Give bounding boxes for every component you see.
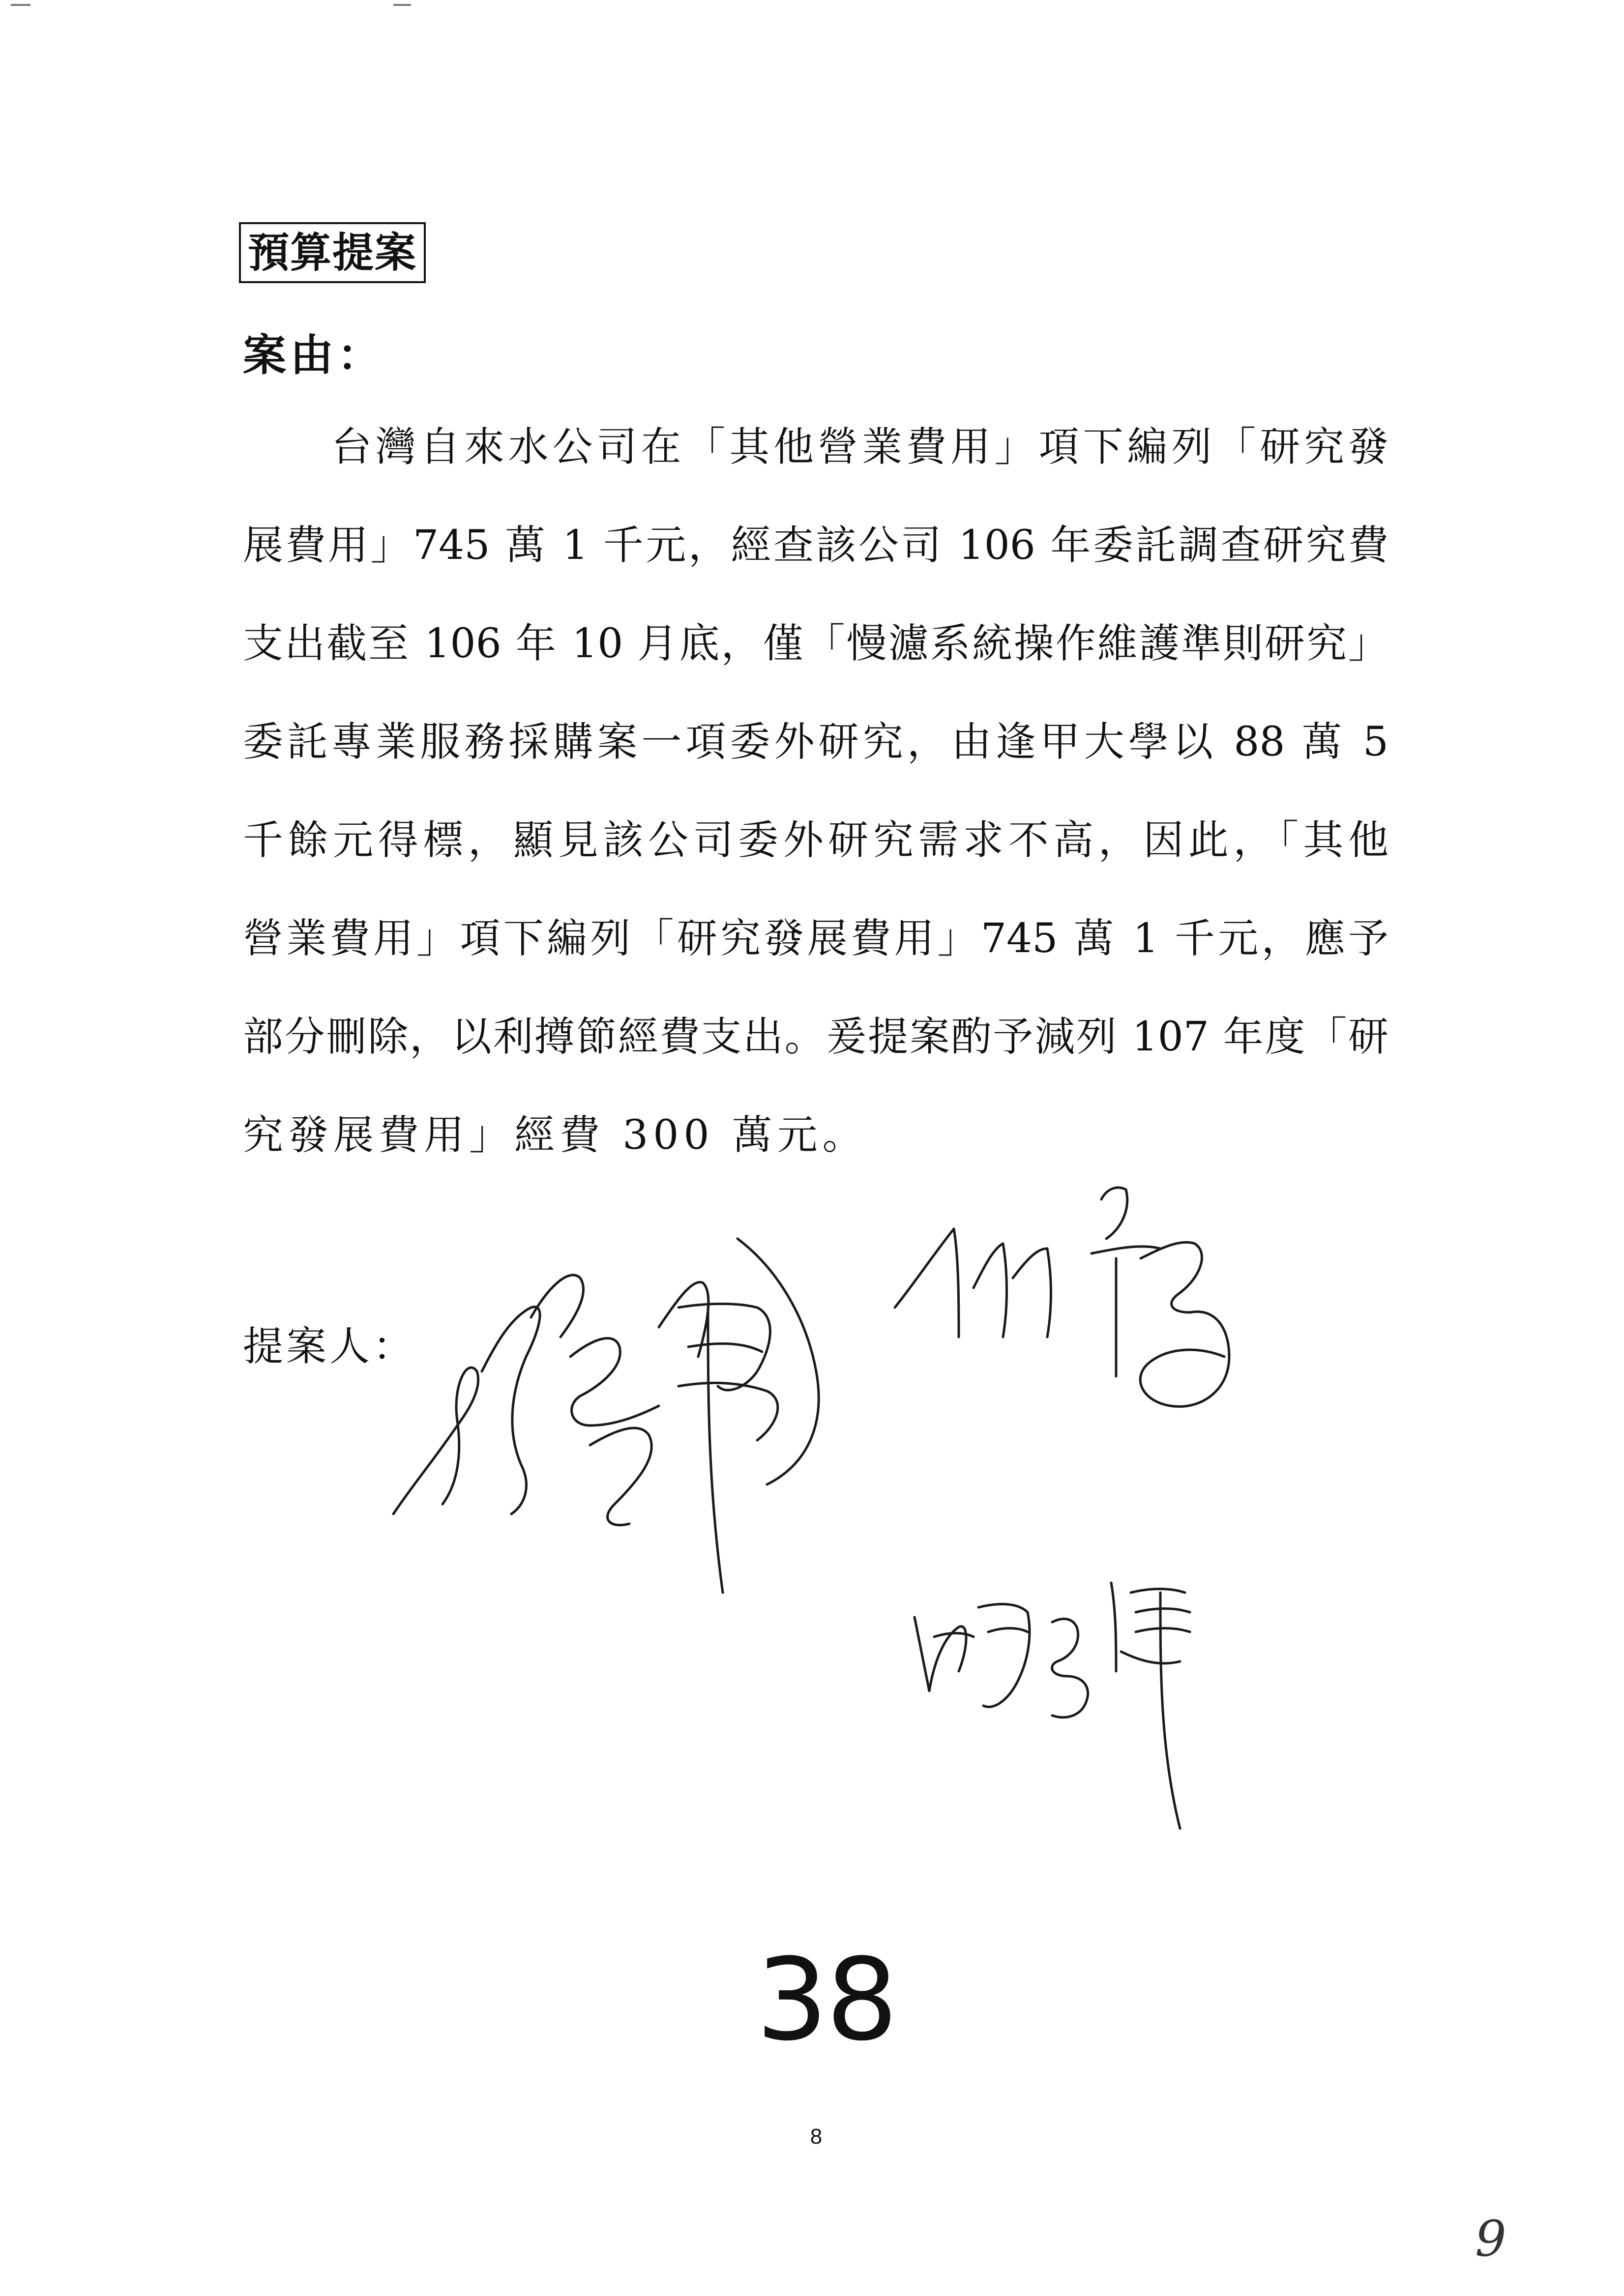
handwritten-signature-2-icon [885, 1160, 1249, 1435]
scan-artifact [11, 4, 30, 6]
case-heading: 案由： [243, 329, 385, 380]
body-line [243, 521, 1388, 619]
body-line [243, 619, 1388, 718]
case-body [243, 423, 1388, 1209]
body-line [243, 914, 1388, 1013]
body-line-text: 究發展費用」經費 300 萬元。 [243, 1112, 868, 1159]
body-line [243, 1013, 1388, 1111]
handwritten-page-number: 9 [1475, 2210, 1506, 2267]
page-number: 8 [810, 2124, 823, 2149]
handwritten-signature-1-icon [384, 1209, 836, 1612]
handwritten-signature-3-icon [905, 1563, 1210, 1838]
body-line [243, 423, 1388, 521]
body-line [243, 816, 1388, 914]
budget-proposal-tag: 預算提案 [239, 222, 426, 283]
proposer-label: 提案人： [243, 1323, 416, 1370]
body-line [243, 718, 1388, 816]
body-line-text: 支出截至 106 年 10 月底，僅「慢濾系統操作維護準則研究」 [243, 620, 1388, 667]
body-line-text: 委託專業服務採購案一項委外研究，由逢甲大學以 88 萬 5 [243, 719, 1388, 765]
body-line-text: 營業費用」項下編列「研究發展費用」745 萬 1 千元，應予 [243, 915, 1388, 962]
body-line-text: 千餘元得標，顯見該公司委外研究需求不高，因此，「其他 [243, 817, 1388, 864]
paragraph-indent [243, 423, 331, 521]
body-line-text: 部分刪除，以利撙節經費支出。爰提案酌予減列 107 年度「研 [243, 1014, 1388, 1060]
handwritten-stamp-number: 38 [756, 1935, 896, 2066]
body-line-text: 台灣自來水公司在「其他營業費用」項下編列「研究發 [331, 424, 1388, 470]
scan-artifact [393, 4, 411, 6]
body-line-text: 展費用」745 萬 1 千元，經查該公司 106 年委託調查研究費 [243, 522, 1388, 569]
